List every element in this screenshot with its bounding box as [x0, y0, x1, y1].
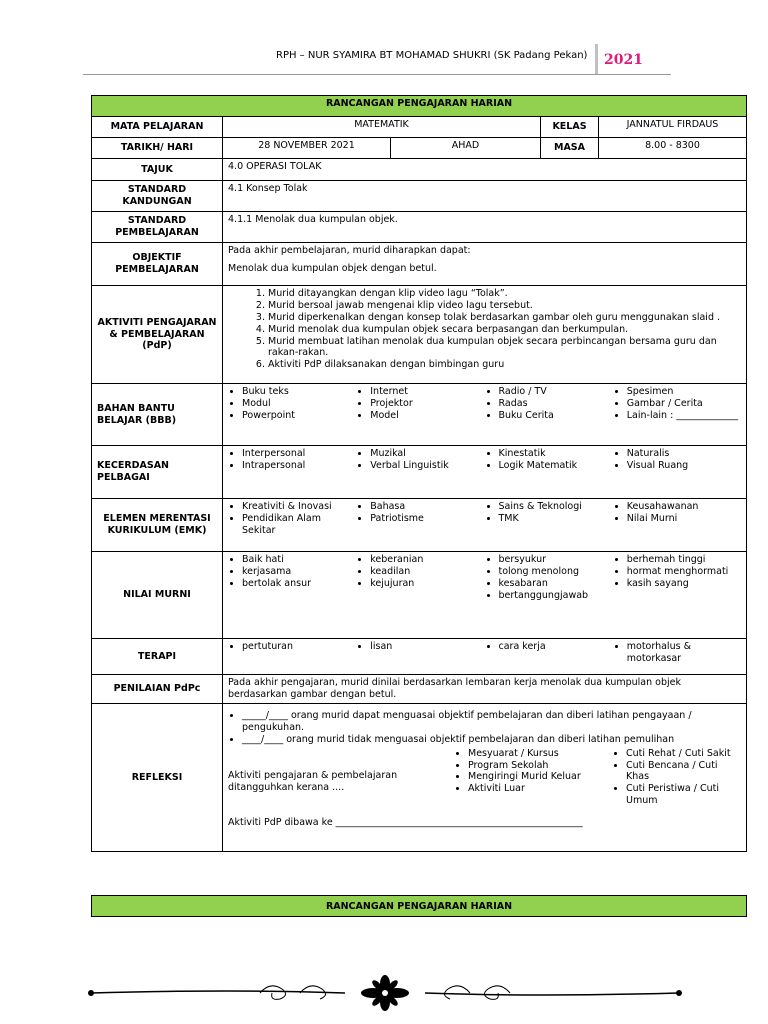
header-text: RPH – NUR SYAMIRA BT MOHAMAD SHUKRI (SK Padang Pekan)	[276, 50, 588, 61]
option-item: • Kreativiti & Inovasi	[242, 501, 356, 513]
nilai-label: NILAI MURNI	[92, 552, 223, 639]
penilaian-label: PENILAIAN PdPc	[92, 675, 223, 704]
option-item: • bertolak ansur	[242, 578, 356, 590]
rph-table	[91, 95, 747, 852]
refleksi-dibawa: Aktiviti PdP dibawa ke ____________________________________________________	[228, 817, 583, 828]
refleksi-content	[223, 704, 747, 852]
option-item: • Baik hati	[242, 554, 356, 566]
option-item: • berhemah tinggi	[627, 554, 741, 566]
option-item: • Nilai Murni	[627, 513, 741, 525]
option-column	[613, 554, 741, 602]
option-item: • pertuturan	[242, 641, 356, 653]
emk-label: ELEMEN MERENTASI KURIKULUM (EMK)	[92, 499, 223, 552]
refleksi-label: REFLEKSI	[92, 704, 223, 852]
reason-item: • Mesyuarat / Kursus	[468, 748, 608, 760]
option-item: • Patriotisme	[370, 513, 484, 525]
header-rule	[83, 74, 671, 75]
bbb-label: BAHAN BANTU BELAJAR (BBB)	[92, 384, 223, 446]
nilai-grid	[228, 554, 741, 602]
aktiviti-item: 4. Murid menolak dua kumpulan objek secara berpasangan dan berkumpulan.	[268, 324, 741, 336]
option-column	[613, 448, 741, 472]
option-item: • tolong menolong	[499, 566, 613, 578]
tajuk-label: TAJUK	[92, 159, 223, 181]
mata-pelajaran-value: MATEMATIK	[223, 117, 541, 138]
masa-value: 8.00 - 8300	[599, 138, 747, 159]
aktiviti-item: 1. Murid ditayangkan dengan klip video lagu “Tolak”.	[268, 288, 741, 300]
mata-pelajaran-label: MATA PELAJARAN	[92, 117, 223, 138]
option-item: • Modul	[242, 398, 356, 410]
option-item: • keadilan	[370, 566, 484, 578]
refleksi-reasons-b	[608, 748, 741, 807]
aktiviti-item: 2. Murid bersoal jawab mengenai klip video lagu tersebut.	[268, 300, 741, 312]
bbb-options	[223, 384, 747, 446]
sk-label: STANDARD KANDUNGAN	[92, 181, 223, 212]
aktiviti-list	[228, 288, 741, 371]
aktiviti-list-cell	[223, 286, 747, 384]
option-item: • Pendidikan Alam Sekitar	[242, 513, 356, 537]
option-item: • Buku teks	[242, 386, 356, 398]
option-column	[356, 501, 484, 537]
option-column	[228, 501, 356, 537]
option-column	[613, 386, 741, 422]
refleksi-menguasai: • _____/____ orang murid dapat menguasai objektif pembelajaran dan diberi latihan pengayaan / pengukuhan.	[242, 710, 741, 734]
option-item: • Buku Cerita	[499, 410, 613, 422]
option-item: • Gambar / Cerita	[627, 398, 741, 410]
refleksi-ditangguh: Aktiviti pengajaran & pembelajaran ditangguhkan kerana ....	[228, 769, 398, 793]
option-column	[485, 501, 613, 537]
sk-value: 4.1 Konsep Tolak	[223, 181, 747, 212]
bbb-grid	[228, 386, 741, 422]
option-item: • Projektor	[370, 398, 484, 410]
option-item: • cara kerja	[499, 641, 613, 653]
reason-item: • Aktiviti Luar	[468, 783, 608, 795]
option-item: • Interpersonal	[242, 448, 356, 460]
option-item: • Intrapersonal	[242, 460, 356, 472]
kecerdasan-options	[223, 446, 747, 499]
option-item: • kasih sayang	[627, 578, 741, 590]
option-item: • Naturalis	[627, 448, 741, 460]
option-item: • Radas	[499, 398, 613, 410]
reason-item: • Cuti Bencana / Cuti Khas	[626, 760, 741, 784]
option-item: • Powerpoint	[242, 410, 356, 422]
sp-label: STANDARD PEMBELAJARAN	[92, 212, 223, 243]
aktiviti-item: 5. Murid membuat latihan menolak dua kumpulan objek secara perbincangan bersama guru dan rakan-rakan.	[268, 336, 741, 360]
option-item: • Model	[370, 410, 484, 422]
option-column	[228, 386, 356, 422]
option-column	[356, 386, 484, 422]
option-item: • Kinestatik	[499, 448, 613, 460]
option-column	[356, 641, 484, 665]
option-item: • motorhalus & motorkasar	[627, 641, 741, 665]
objektif-line1: Pada akhir pembelajaran, murid diharapkan dapat:	[228, 245, 471, 256]
aktiviti-item: 3. Murid diperkenalkan dengan konsep tolak berdasarkan gambar oleh guru menggunakan slaid .	[268, 312, 741, 324]
option-item: • kerjasama	[242, 566, 356, 578]
option-item: • keberanian	[370, 554, 484, 566]
option-column	[613, 501, 741, 537]
kecerdasan-label: KECERDASAN PELBAGAI	[92, 446, 223, 499]
option-item: • Internet	[370, 386, 484, 398]
tajuk-value: 4.0 OPERASI TOLAK	[223, 159, 747, 181]
option-column	[228, 448, 356, 472]
refleksi-reasons-a	[450, 748, 608, 807]
tarikh-label: TARIKH/ HARI	[92, 138, 223, 159]
option-item: • Visual Ruang	[627, 460, 741, 472]
option-item: • Keusahawanan	[627, 501, 741, 513]
reason-item: • Cuti Rehat / Cuti Sakit	[626, 748, 741, 760]
option-column	[485, 448, 613, 472]
sp-value: 4.1.1 Menolak dua kumpulan objek.	[223, 212, 747, 243]
option-column	[485, 641, 613, 665]
terapi-label: TERAPI	[92, 639, 223, 675]
objektif-value	[223, 243, 747, 286]
option-item: • Lain-lain : _____________	[627, 410, 741, 422]
option-column	[228, 641, 356, 665]
table-title: RANCANGAN PENGAJARAN HARIAN	[92, 96, 747, 117]
reason-item: • Cuti Peristiwa / Cuti Umum	[626, 783, 741, 807]
masa-label: MASA	[541, 138, 599, 159]
kelas-label: KELAS	[541, 117, 599, 138]
option-item: • Bahasa	[370, 501, 484, 513]
option-item: • kesabaran	[499, 578, 613, 590]
tarikh-date: 28 NOVEMBER 2021	[223, 138, 391, 159]
reason-item: • Mengiringi Murid Keluar	[468, 771, 608, 783]
option-item: • kejujuran	[370, 578, 484, 590]
option-item: • bertanggungjawab	[499, 590, 613, 602]
option-column	[228, 554, 356, 602]
option-item: • TMK	[499, 513, 613, 525]
option-item: • Muzikal	[370, 448, 484, 460]
option-column	[613, 641, 741, 665]
objektif-line2: Menolak dua kumpulan objek dengan betul.	[228, 262, 437, 274]
option-column	[485, 554, 613, 602]
option-item: • hormat menghormati	[627, 566, 741, 578]
option-item: • Radio / TV	[499, 386, 613, 398]
option-column	[485, 386, 613, 422]
option-item: • Verbal Linguistik	[370, 460, 484, 472]
option-item: • lisan	[370, 641, 484, 653]
option-item: • Spesimen	[627, 386, 741, 398]
penilaian-value: Pada akhir pengajaran, murid dinilai berdasarkan lembaran kerja menolak dua kumpulan objek berdasarkan gambar dengan betul.	[223, 675, 747, 704]
emk-grid	[228, 501, 741, 537]
option-item: • Sains & Teknologi	[499, 501, 613, 513]
kecerdasan-grid	[228, 448, 741, 472]
terapi-grid	[228, 641, 741, 665]
kelas-value: JANNATUL FIRDAUS	[599, 117, 747, 138]
header-divider	[595, 44, 598, 74]
option-column	[356, 448, 484, 472]
emk-options	[223, 499, 747, 552]
tarikh-day: AHAD	[391, 138, 541, 159]
option-item: • bersyukur	[499, 554, 613, 566]
refleksi-tidak-menguasai: • ____/____ orang murid tidak menguasai objektif pembelajaran dan diberi latihan pemulihan	[242, 734, 741, 746]
terapi-options	[223, 639, 747, 675]
footer-title: RANCANGAN PENGAJARAN HARIAN	[91, 895, 747, 917]
objektif-label: OBJEKTIF PEMBELAJARAN	[92, 243, 223, 286]
ornament-divider	[85, 975, 685, 1011]
nilai-options	[223, 552, 747, 639]
header-year: 2021	[604, 52, 643, 68]
aktiviti-label: AKTIVITI PENGAJARAN & PEMBELAJARAN (PdP)	[92, 286, 223, 384]
aktiviti-item: 6. Aktiviti PdP dilaksanakan dengan bimbingan guru	[268, 359, 741, 371]
option-item: • Logik Matematik	[499, 460, 613, 472]
option-column	[356, 554, 484, 602]
reason-item: • Program Sekolah	[468, 760, 608, 772]
